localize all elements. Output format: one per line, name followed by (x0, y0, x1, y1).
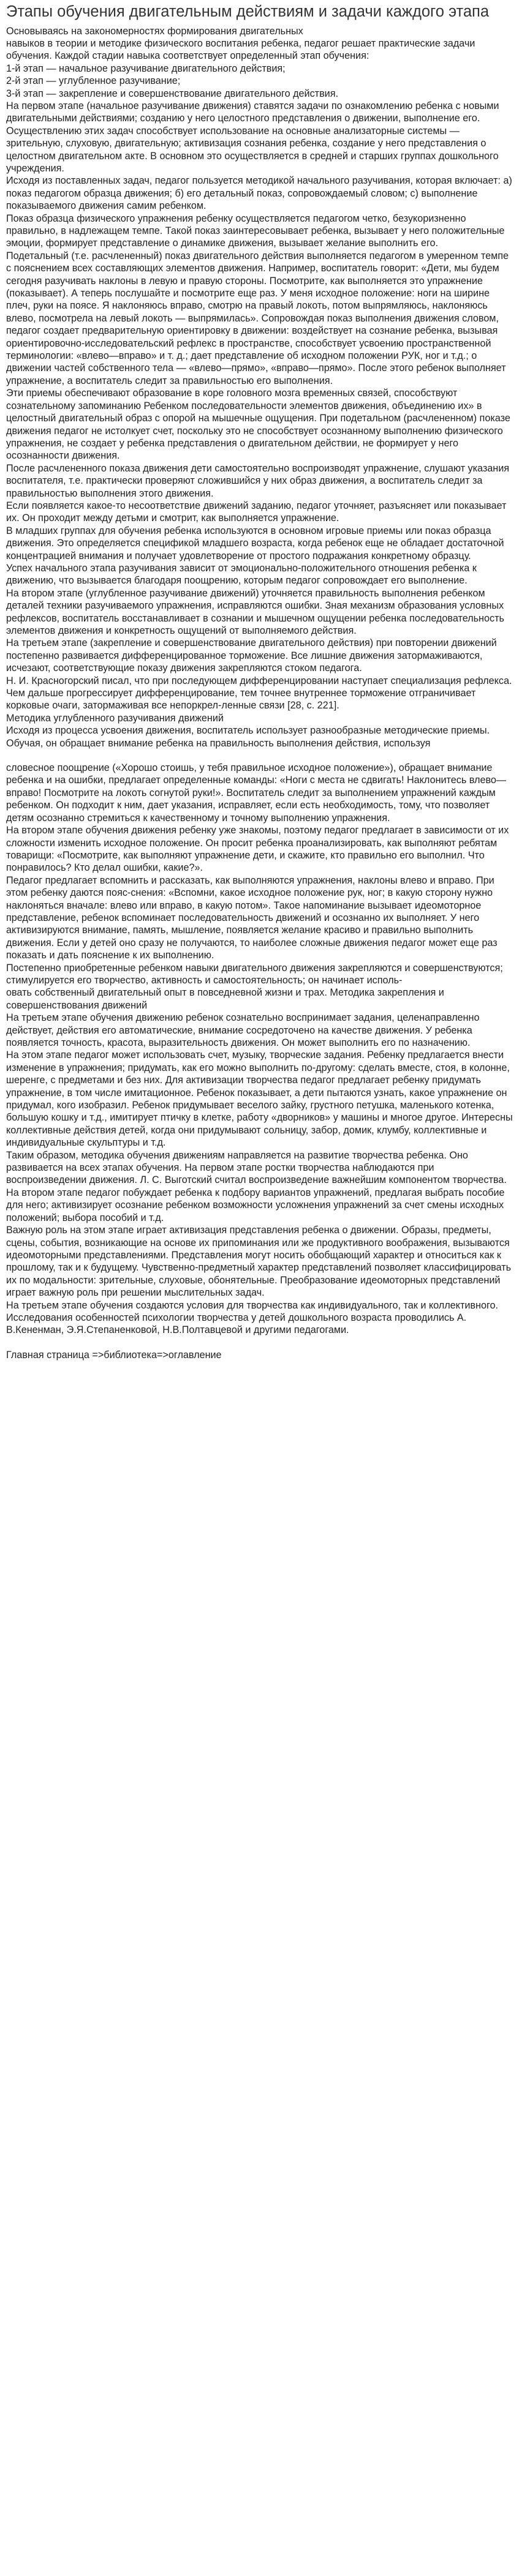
footer-breadcrumb (6, 1349, 513, 1361)
article-body (6, 25, 513, 1337)
article-text-block-1: Основываясь на закономерностях формирования двигательных навыков в теории и методике физического воспитания ребенка, педагог решает практические задачи обучения. Каждой стадии навыка соответствует определенный этап обучения: 1-й этап — начальное разучивание двигательного действия; 2-й этап — углубленное разучивание; 3-й этап — закрепление и совершенствование двигательного действия. На первом этапе (начальное разучивание движения) ставятся задачи по ознакомлению ребенка с новыми двигательными действиями; созданию у него целостного представления о движении, выполнение его. Осуществлению этих задач способствует использование на основные анализаторные системы — зрительную, слуховую, двигательную; активизация сознания ребенка, создание у него представления о целостном двигательном акте. В основном это осуществляется в средней и старших группах дошкольного учреждения. Исходя из поставленных задач, педагог пользуется методикой начального разучивания, которая включает: а) показ педагогом образца движения; б) его детальный показ, сопровождаемый словом; с) выполнение показываемого движения самим ребенком. Показ образца физического упражнения ребенку осуществляется педагогом четко, безукоризненно правильно, в надлежащем темпе. Такой показ заинтересовывает ребенка, вызывает у него положительные эмоции, формирует представление о динамике движения, вызывает желание выполнить его. Подетальный (т.е. расчлененный) показ двигательного действия выполняется педагогом в умеренном темпе с пояснением всех составляющих элементов движения. Например, воспитатель говорит: «Дети, мы будем сегодня разучивать наклоны в левую и правую стороны. Посмотрите, как выполняется это упражнение (показывает). А теперь послушайте и посмотрите еще раз. У меня исходное положение: ноги на ширине плеч, руки на поясе. Я наклоняюсь вправо, смотрю на правый локоть, потом выпрямляюсь, наклоняюсь влево, посмотрела на левый локоть — выпрямилась». Сопровождая показ выполнения движения словом, педагог создает предварительную ориентировку в движении: воздействует на сознание ребенка, вызывая ориентировочно-исследовательский рефлекс в пространстве, способствует усвоению пространственной терминологии: «влево—вправо» и т. д.; дает представление об исходном положении РУК, ног и т.д.; о движении частей собственного тела — «влево—прямо», «вправо—прямо». После этого ребенок выполняет упражнение, а воспитатель следит за правильностью его выполнения. Эти приемы обеспечивают образование в коре головного мозга временных связей, способствуют сознательному запоминанию Ребенком последовательности элементов движения, объединению их» в целостный двигательный образ с опорой на мышечные ощущения. При подетальном (расчлененном) показе движения педагог не истолкует счет, поскольку это не способствует осознанному выполнению физического упражнения, не создает у ребенка представления о двигательном действии, не формирует у него осознанности движения. После расчлененного показа движения дети самостоятельно воспроизводят упражнение, слушают указания воспитателя, т.е. практически проверяют сложившийся у них образ движения, а воспитатель следит за правильностью выполнения этого движения. Если появляется какое-то несоответствие движений заданию, педагог уточняет, разъясняет или показывает их. Он проходит между детьми и смотрит, как выполняется упражнение. В младших группах для обучения ребенка используются в основном игровые приемы или показ образца движения. Это определяется спецификой младшего возраста, когда ребенок еще не обладает достаточной концентрацией внимания и получает удовлетворение от простого подражания конкретному образцу. Успех начального этапа разучивания зависит от эмоционально-положительного отношения ребенка к движению, что вызывается благодаря поощрению, которым педагог сопровождает его выполнение. На втором этапе (углубленное разучивание движений) уточняется правильность выполнения ребенком деталей техники разучиваемого упражнения, исправляются ошибки. Зная механизм образования условных рефлексов, воспитатель восстанавливает в сознании и мышечном ощущении ребенка последовательность элементов движения и конкретность ощущений от выполняемого действия. На третьем этапе (закрепление и совершенствование двигательного действия) при повторении движений постепенно развивается дифференцированное торможение. Все лишние движения затормаживаются, исчезают, соответствующие показу движения закрепляются стоком педагога. Н. И. Красногорский писал, что при последующем дифференцировании наступает специализация рефлекса. Чем дальше прогрессирует дифференцирование, тем точнее внутреннее торможение отграничивает корковые очаги, затормаживая все непоркрел-ленные связи [28, с. 221]. Методика углубленного разучивания движений Исходя из процесса усвоения движения, воспитатель использует разнообразные методические приемы. Обучая, он обращает внимание ребенка на правильность выполнения действия, используя (6, 25, 512, 749)
page-title: Этапы обучения двигательным действиям и задачи каждого этапа (6, 3, 490, 20)
nav-link-toc[interactable]: оглавление (168, 1349, 222, 1361)
nav-link-library[interactable]: библиотека (104, 1349, 157, 1361)
nav-separator: => (89, 1349, 104, 1361)
nav-link-home[interactable]: Главная страница (6, 1349, 89, 1361)
nav-separator: => (156, 1349, 169, 1361)
article-text-block-2: словесное поощрение («Хорошо стоишь, у тебя правильное исходное положение»), обращает внимание ребенка и на ошибки, предлагает определенные команды: «Ноги с места не сдвигать! Наклонитесь влево—вправо! Посмотрите на локоть согнутой руки!». Воспитатель следит за выполнением упражнений каждым ребенком. Он подходит к ним, дает указания, исправляет, если есть необходимость, тому, что позволяет детям осознанно стремиться к качественному и точному выполнению упражнения. На втором этапе обучения движения ребенку уже знакомы, поэтому педагог предлагает в зависимости от их сложности изменить исходное положение. Он просит ребенка проанализировать, как выполняют ребятам товарищи: «Посмотрите, как выполняют упражнение дети, и скажите, кто правильно его выполнил. Что понравилось? Кто делал ошибки, какие?». Педагог предлагает вспомнить и рассказать, как выполняются упражнения, наклоны влево и вправо. При этом ребенку даются пояс-снения: «Вспомни, какое исходное положение рук, ног; в какую сторону нужно наклоняться вначале: влево или вправо, в какую потом». Такое напоминание вызывает идеомоторное представление, ребенок вспоминает последовательность движений и осознанно их выполняет. У него активизируются внимание, память, мышление, появляется желание красиво и правильно выполнить движения. Если у детей оно сразу не получаются, то наиболее сложные движения педагог может еще раз показать и дать пояснение к их выполнению. Постепенно приобретенные ребенком навыки двигательного движения закрепляются и совершенствуются; стимулируется его творчество, активность и самостоятельность; он начинает исполь- овать собственный двигательный опыт в повседневной жизни и тpax. Методика закрепления и совершенствования движений На третьем этапе обучения движению ребенок сознательно воспринимает задания, целенаправленно действует, действия его автоматические, внимание сосредоточено на качестве движения. У ребенка появляется точность, красота, выразительность движения. Он может выполнить его по назначению. На этом этапе педагог может использовать счет, музыку, творческие задания. Ребенку предлагается внести изменение в упражнения; придумать, как его можно выполнить по-другому: сделать вместе, стоя, в колонне, шеренге, с предметами и без них. Для активизации творчества педагог предлагает ребенку придумать упражнение, в том числе имитационное. Ребенок показывает, а дети пытаются узнать, какое упражнение он придумал, кого изобразил. Ребенок придумывает веселого зайку, грустного петушка, маленького котенка, большую кошку и т.д., имитирует птичку в клетке, работу «дворников» у машины и многое другое. Интересны коллективные действия детей, когда они придумывают сольницу, забор, домик, клумбу, коллективные и индивидуальные скульптуры и т.д. Таким образом, методика обучения движениям направляется на развитие творчества ребенка. Оно развивается на всех этапах обучения. На первом этапе ростки творчества наблюдаются при воспроизведении движения. Л. С. Выготский считал воспроизведение важнейшим компонентом творчества. На втором этапе педагог побуждает ребенка к подбору вариантов упражнений, предлагая выбрать пособие для него; активизирует осознание ребенком возможности усложнения упражнений за счет смены исходных положений; выбора пособий и т.д. Важную роль на этом этапе играет активизация представления ребенка о движении. Образы, предметы, сцены, события, возникающие на основе их припоминания или же продуктивного воображения, вызываются идеомоторными представлениями. Представления могут носить обобщающий характер и относиться как к прошлому, так и к будущему. Чувственно-предметный характер представлений позволяет классифицировать их по модальности: зрительные, слуховые, обонятельные. Преобразование идеомоторных представлений играет важную роль при решении мыслительных задач. На третьем этапе обучения создаются условия для творчества как индивидуального, так и коллективного. Исследования особенностей психологии творчества у детей дошкольного возраста проводились А. В.Кененман, Э.Я.Степаненковой, Н.В.Полтавцевой и другими педагогами. (6, 762, 513, 1336)
